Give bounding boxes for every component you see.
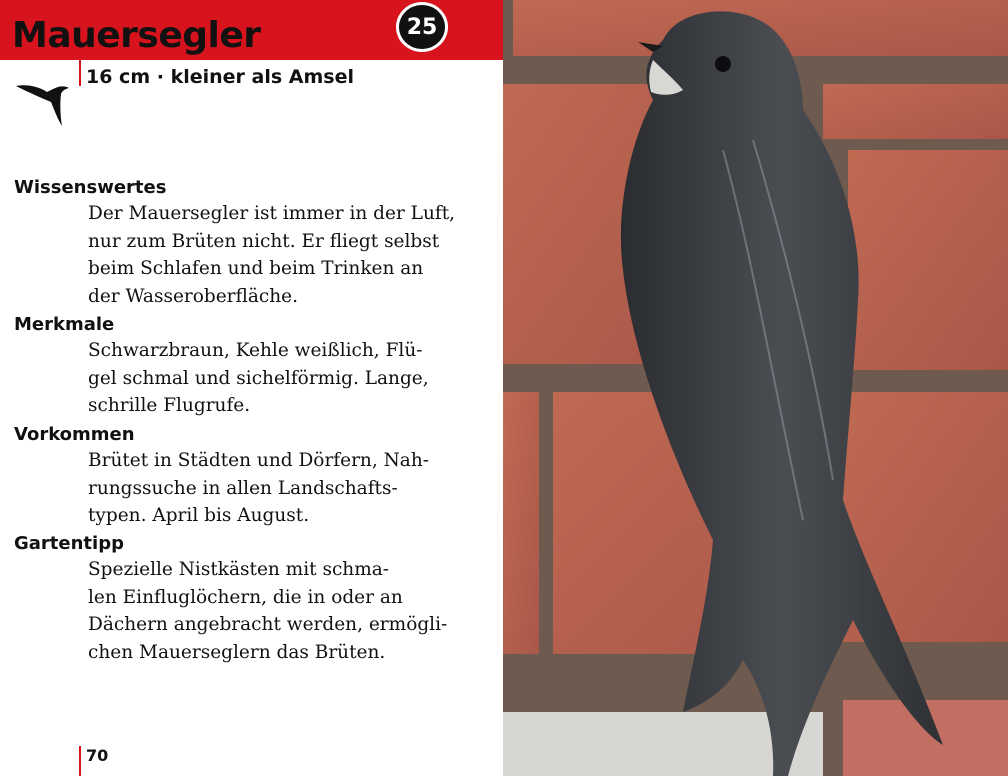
section-body: Der Mauersegler ist immer in der Luft, nur zum Brüten nicht. Er fliegt selbst beim Schlafen und beim Trinken an der Wasseroberfläche. <box>88 203 456 307</box>
size-description: 16 cm · kleiner als Amsel <box>86 66 354 88</box>
section-wissenswertes <box>14 176 484 310</box>
title-bar <box>0 0 503 60</box>
section-heading: Merkmale <box>14 314 115 335</box>
page-title: Mauersegler <box>12 15 261 56</box>
size-divider <box>79 60 81 86</box>
section-heading: Vorkommen <box>14 424 135 445</box>
swift-silhouette-icon <box>14 72 72 128</box>
section-merkmale <box>14 313 484 420</box>
species-number-badge: 25 <box>396 2 448 52</box>
page-number: 70 <box>86 746 109 765</box>
page-number-divider <box>79 746 81 776</box>
section-body: Spezielle Nistkästen mit schma- len Einfluglöchern, die in oder an Dächern angebracht werden, ermögli- chen Mauerseglern das Brüten. <box>88 559 448 663</box>
section-gartentipp <box>14 532 484 666</box>
swift-on-brick-wall-photo <box>503 0 1008 776</box>
section-heading: Gartentipp <box>14 533 124 554</box>
left-page <box>0 0 503 776</box>
section-body: Brütet in Städten und Dörfern, Nah- rungssuche in allen Landschafts- typen. April bis August. <box>88 450 429 526</box>
section-heading: Wissenswertes <box>14 177 167 198</box>
section-body: Schwarzbraun, Kehle weißlich, Flü- gel schmal und sichelförmig. Lange, schrille Flugrufe. <box>88 340 429 416</box>
section-vorkommen <box>14 423 484 530</box>
